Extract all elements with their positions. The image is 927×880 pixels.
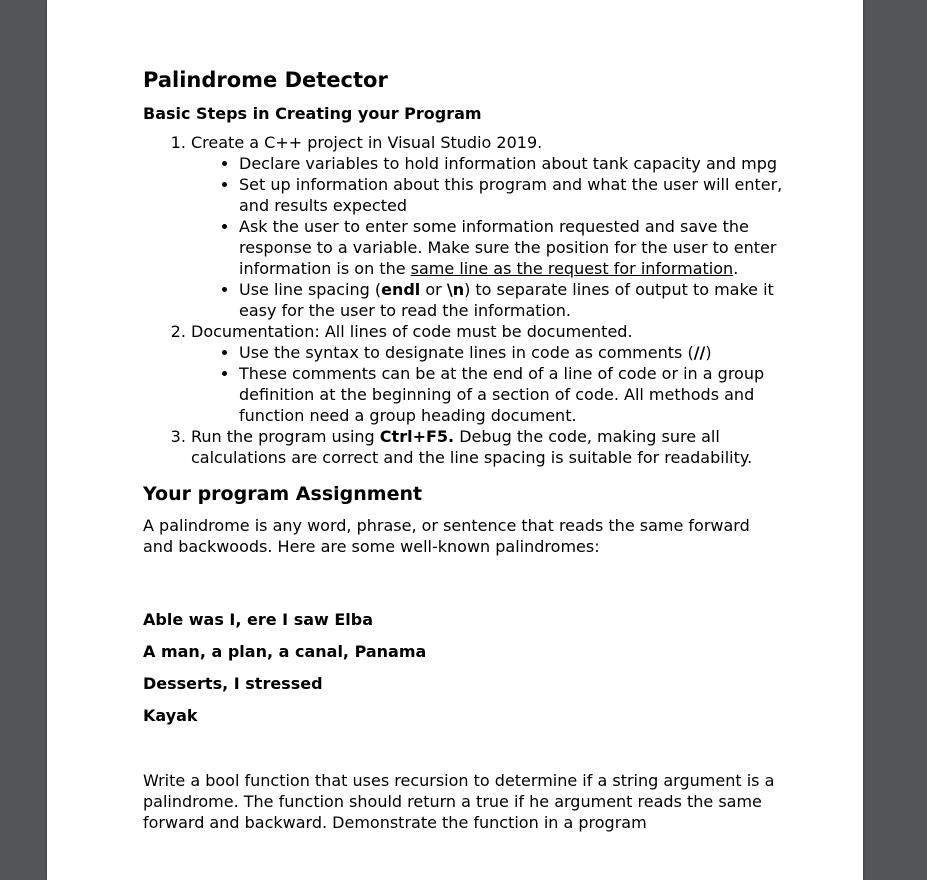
assignment-intro: A palindrome is any word, phrase, or sentence that reads the same forward and backwoods. Here are some well-known palindromes: [143,516,750,556]
code-comment-syntax: // [693,343,706,362]
step-3 [191,426,783,468]
bullet-text: Declare variables to hold information about tank capacity and mpg [239,154,778,173]
step-2-text: Documentation: All lines of code must be documented. [191,322,633,341]
bullet-item [239,174,783,216]
bullet-text: or [420,280,447,299]
bullet-text: Set up information about this program and what the user will enter, and results expected [239,175,783,215]
bullet-item [239,279,783,321]
page-content [143,66,783,833]
palindrome-list [143,609,783,726]
bullet-item [239,153,783,174]
subtitle: Basic Steps in Creating your Program [143,104,482,123]
bullet-text: ) to separate lines of output to make it easy for the user to read the information. [239,280,774,320]
document-title: Palindrome Detector [143,68,388,92]
document-page [47,0,863,880]
bullet-text: Ask the user to enter some information requested and save the response to a variable. Make sure the position for the user to enter information is on the [239,217,777,278]
bullet-text: These comments can be at the end of a line of code or in a group definition at the beginning of a section of code. All methods and function need a group heading document. [239,364,765,425]
bullet-text: Use line spacing ( [239,280,382,299]
step-3-text-end: Debug the code, making sure all calculations are correct and the line spacing is suitable for readability. [191,427,753,467]
palindrome-example: A man, a plan, a canal, Panama [143,642,427,661]
palindrome-example: Kayak [143,706,198,725]
step-1-bullets [191,153,783,321]
code-newline: \n [446,280,465,299]
step-2 [191,321,783,426]
steps-list [143,132,783,468]
step-1 [191,132,783,321]
bullet-item [239,216,783,279]
bullet-text: Use the syntax to designate lines in code as comments ( [239,343,694,362]
assignment-heading: Your program Assignment [143,483,423,505]
palindrome-example: Able was I, ere I saw Elba [143,610,374,629]
bullet-item [239,363,783,426]
code-endl: endl [381,280,421,299]
step-1-text: Create a C++ project in Visual Studio 2019. [191,133,543,152]
assignment-instructions: Write a bool function that uses recursion to determine if a string argument is a palindrome. The function should return a true if he argument reads the same forward and backward. Demonstrate the function in a program [143,771,775,832]
bullet-item [239,342,783,363]
underlined-text: same line as the request for information [410,259,734,278]
bullet-text-end: ) [705,343,712,362]
shortcut-ctrl-f5: Ctrl+F5. [379,427,455,446]
step-2-bullets [191,342,783,426]
bullet-text-end: . [733,259,739,278]
palindrome-example: Desserts, I stressed [143,674,323,693]
step-3-text: Run the program using [191,427,380,446]
